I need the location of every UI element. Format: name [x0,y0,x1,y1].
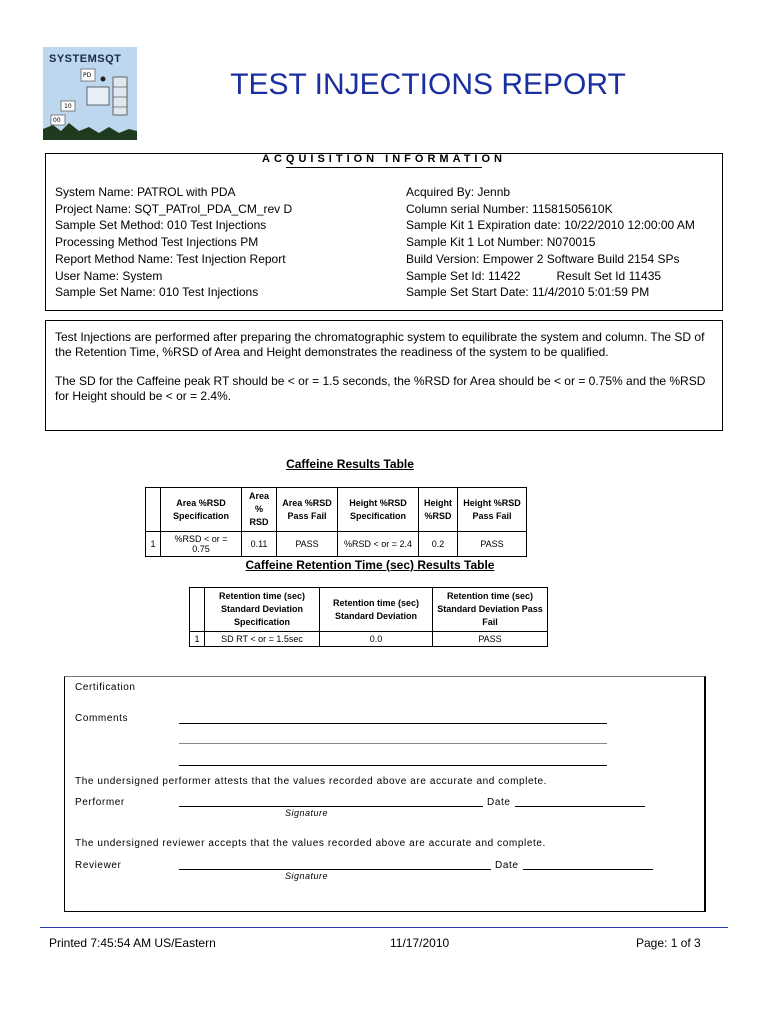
reviewer-label: Reviewer [75,860,122,871]
project-name: Project Name: SQT_PATrol_PDA_CM_rev D [55,201,293,216]
heading-underline [286,167,482,168]
table-row [146,532,527,557]
column-serial-number: Column serial Number: 11581505610K [406,201,613,216]
logo-text: SYSTEMSQT [49,53,122,65]
performer-date-line[interactable] [515,806,645,807]
table-cell: 0.11 [242,532,277,557]
sample-kit-lot-number: Sample Kit 1 Lot Number: N070015 [406,235,596,250]
table-header-cell: Height %RSD [419,488,458,532]
performer-label: Performer [75,797,125,808]
performer-signature-caption: Signature [285,808,329,818]
description-box [45,320,723,431]
sample-kit-expiration: Sample Kit 1 Expiration date: 10/22/2010 12:00:00 AM [406,218,695,233]
reviewer-date-line[interactable] [523,869,653,870]
company-logo [43,47,137,140]
performer-statement: The undersigned performer attests that the values recorded above are accurate and complete. [75,776,548,787]
comments-line-2[interactable] [179,743,607,744]
certification-box [64,676,706,912]
description-paragraph-2: The SD for the Caffeine peak RT should be < or = 1.5 seconds, the %RSD for Area should be < or = 0.75% and the %RSD for Height should be < or = 2.4%. [55,374,706,403]
table-header-cell: Retention time (sec) Standard Deviation Pass Fail [433,588,548,632]
comments-line-3[interactable] [179,765,607,766]
svg-text:10: 10 [64,103,72,110]
table-row [190,632,548,647]
table-cell: %RSD < or = 0.75 [161,532,242,557]
caffeine-table-title: Caffeine Results Table [286,457,414,471]
set-ids-row [406,268,695,285]
row-number: 1 [190,632,205,647]
table-header-row [190,588,548,632]
user-name: User Name: System [55,268,163,283]
acquisition-information-box [45,153,723,311]
table-cell: 0.0 [320,632,433,647]
row-number-header [190,588,205,632]
description-paragraph-1: Test Injections are performed after preparing the chromatographic system to equilibrate the system and column. The SD of the Retention Time, %RSD of Area and Height demonstrates the readiness of the system to be qualified. [55,330,705,359]
svg-text:PD: PD [83,72,92,79]
performer-date-label: Date [487,797,511,808]
rt-table-title: Caffeine Retention Time (sec) Results Table [245,558,495,572]
table-header-cell: Height %RSD Specification [338,488,419,532]
footer-date: 11/17/2010 [390,936,450,950]
acquired-by: Acquired By: Jennb [406,185,511,199]
table-header-cell: Retention time (sec) Standard Deviation [320,588,433,632]
table-cell: PASS [277,532,338,557]
performer-signature-line[interactable] [179,806,483,807]
table-cell: %RSD < or = 2.4 [338,532,419,557]
table-cell: PASS [433,632,548,647]
table-header-cell: Retention time (sec) Standard Deviation Specification [205,588,320,632]
comments-label: Comments [75,713,129,724]
acquisition-left-column [55,184,292,301]
footer-printed-time: Printed 7:45:54 AM US/Eastern [49,936,216,950]
reviewer-signature-caption: Signature [285,871,329,881]
certification-title: Certification [75,682,136,693]
table-header-cell: Height %RSD Pass Fail [458,488,527,532]
sample-set-id: Sample Set Id: 11422 [406,268,521,283]
sample-set-start-date: Sample Set Start Date: 11/4/2010 5:01:59 PM [406,285,650,300]
table-header-cell: Area % RSD [242,488,277,532]
table-header-cell: Area %RSD Pass Fail [277,488,338,532]
report-method-name: Report Method Name: Test Injection Report [55,251,286,266]
table-header-row [146,488,527,532]
comments-line-1[interactable] [179,723,607,724]
result-set-id: Result Set Id 11435 [556,268,662,283]
reviewer-statement: The undersigned reviewer accepts that the values recorded above are accurate and complete. [75,838,546,849]
table-cell: SD RT < or = 1.5sec [205,632,320,647]
table-cell: PASS [458,532,527,557]
acquisition-right-column [406,184,695,301]
table-header-cell: Area %RSD Specification [161,488,242,532]
footer-page-number: Page: 1 of 3 [636,936,701,950]
row-number: 1 [146,532,161,557]
build-version: Build Version: Empower 2 Software Build 2154 SPs [406,251,680,266]
retention-time-results-table [189,587,548,647]
svg-text:00: 00 [53,117,61,124]
caffeine-results-table [145,487,527,557]
sample-set-name: Sample Set Name: 010 Test Injections [55,285,259,300]
sample-set-method: Sample Set Method: 010 Test Injections [55,218,267,233]
reviewer-date-label: Date [495,860,519,871]
processing-method: Processing Method Test Injections PM [55,235,259,250]
system-name: System Name: PATROL with PDA [55,185,236,199]
report-title: TEST INJECTIONS REPORT [230,68,626,101]
row-number-header [146,488,161,532]
footer-divider [40,927,728,928]
reviewer-signature-line[interactable] [179,869,491,870]
table-cell: 0.2 [419,532,458,557]
acquisition-heading: ACQUISITION INFORMATION [262,153,506,165]
